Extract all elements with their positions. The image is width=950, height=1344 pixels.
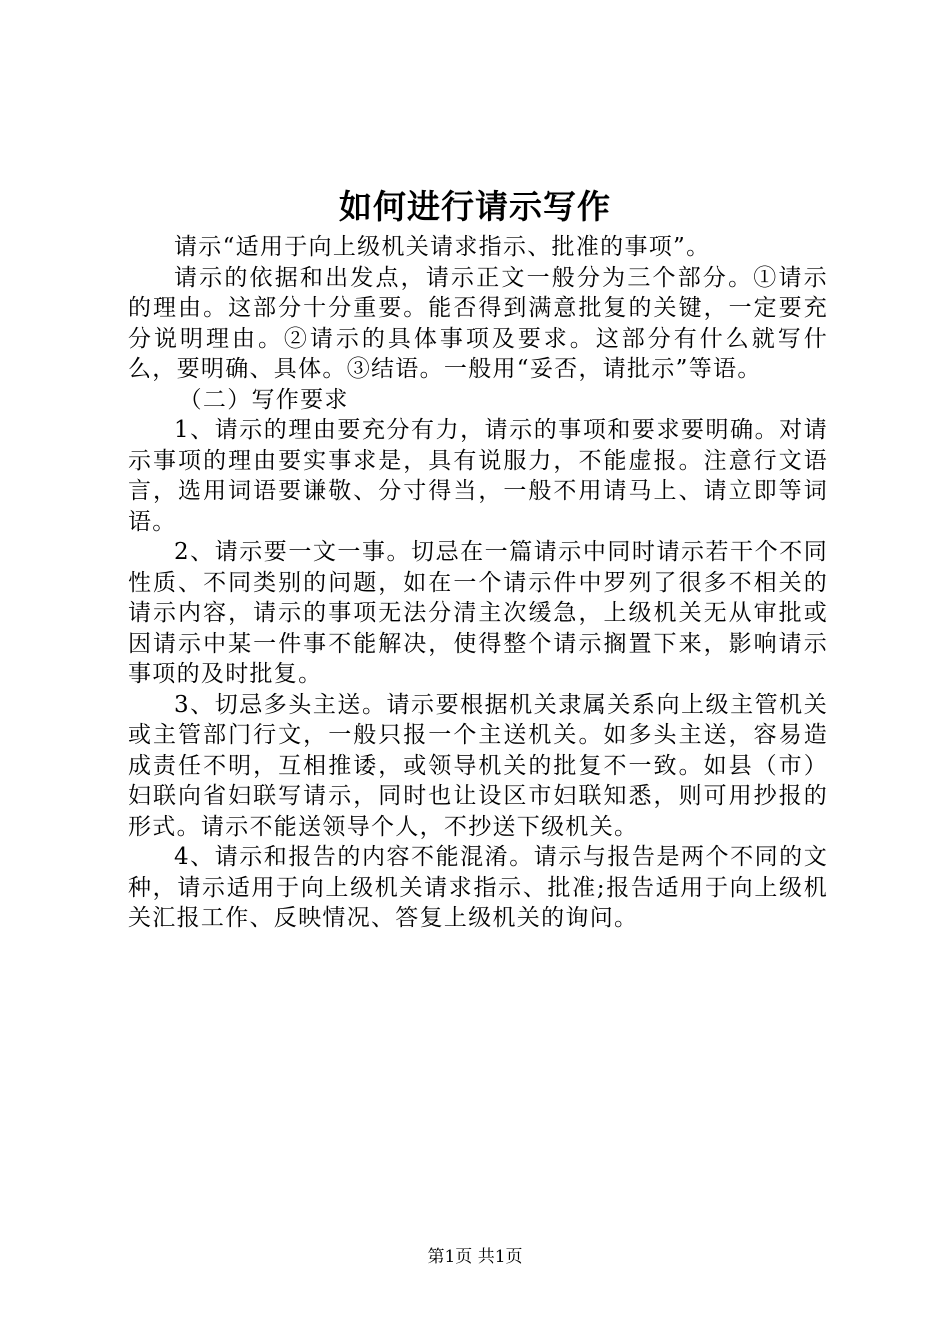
paragraph-requirement-2: 2、请示要一文一事。切忌在一篇请示中同时请示若干个不同性质、不同类别的问题，如在一个请示件中罗列了很多不相关的请示内容，请示的事项无法分清主次缓急，上级机关无从审批或因请示中某一件事不能解决，使得整个请示搁置下来，影响请示事项的及时批复。 [128,539,828,687]
document-body [128,232,828,934]
paragraph-requirement-4: 4、请示和报告的内容不能混淆。请示与报告是两个不同的文种，请示适用于向上级机关请求指示、批准;报告适用于向上级机关汇报工作、反映情况、答复上级机关的询问。 [128,844,828,931]
paragraph-structure: 请示的依据和出发点，请示正文一般分为三个部分。①请示的理由。这部分十分重要。能否得到满意批复的关键，一定要充分说明理由。②请示的具体事项及要求。这部分有什么就写什么，要明确、具体。③结语。一般用“妥否，请批示”等语。 [128,264,828,382]
paragraph-requirement-1: 1、请示的理由要充分有力，请示的事项和要求要明确。对请示事项的理由要实事求是，具有说服力，不能虚报。注意行文语言，选用词语要谦敬、分寸得当，一般不用请马上、请立即等词语。 [128,417,828,535]
paragraph-definition: 请示“适用于向上级机关请求指示、批准的事项”。 [174,234,711,260]
document-title: 如何进行请示写作 [339,187,611,226]
page-footer: 第1页 共1页 [427,1247,523,1267]
section-heading-writing-requirements: （二）写作要求 [178,386,349,413]
paragraph-requirement-3: 3、切忌多头主送。请示要根据机关隶属关系向上级主管机关或主管部门行文，一般只报一个主送机关。如多头主送，容易造成责任不明，互相推诿，或领导机关的批复不一致。如县（市）妇联向省妇联写请示，同时也让设区市妇联知悉，则可用抄报的形式。请示不能送领导个人，不抄送下级机关。 [128,691,828,840]
